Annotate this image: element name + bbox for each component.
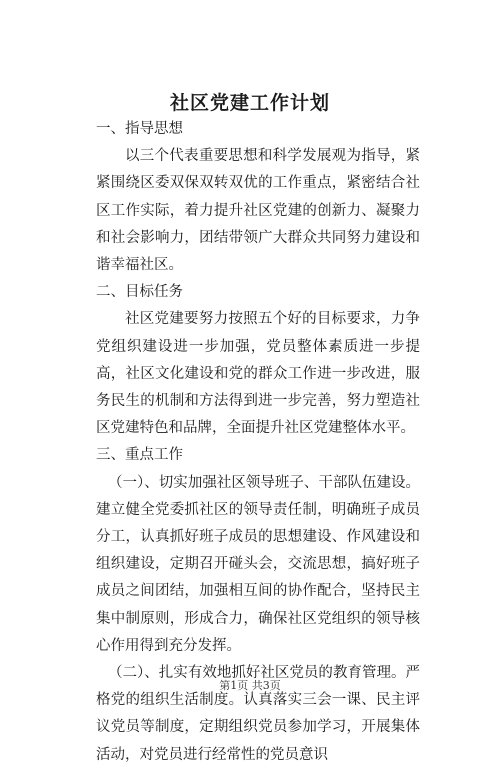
section-heading-goals: 二、目标任务 — [96, 284, 183, 301]
paragraph-goals: 社区党建要努力按照五个好的目标要求，力争党组织建设进一步加强，党员整体素质进一步提高，社区文化建设和党的群众工作进一步改进，服务民生的机制和方法得到进一步完善，努力塑造社区党建特色和品牌，全面提升社区党建整体水平。 — [96, 311, 420, 437]
document-body — [96, 116, 420, 769]
paragraph-key-work-2: （二）、扎实有效地抓好社区党员的教育管理。严格党的组织生活制度。认真落实三会一课、民主评议党员等制度，定期组织党员参加学习，开展集体活动，对党员进行经常性的党员意识 — [96, 665, 420, 763]
section-heading-guiding-ideology: 一、指导思想 — [96, 121, 183, 137]
page-footer: 第1页 共3页 — [219, 679, 281, 692]
paragraph-guiding-ideology: 以三个代表重要思想和科学发展观为指导，紧紧围绕区委双保双转双优的工作重点，紧密结合社区工作实际，着力提升社区党建的创新力、凝聚力和社会影响力，团结带领广大群众共同努力建设和谐幸福社区。 — [96, 148, 420, 274]
paragraph-key-work-1: （一）、切实加强社区领导班子、干部队伍建设。建立健全党委抓社区的领导责任制，明确班子成员分工，认真抓好班子成员的思想建设、作风建设和组织建设，定期召开碰头会，交流思想，搞好班子成员之间团结，加强相互间的协作配合，坚持民主集中制原则，形成合力，确保社区党组织的领导核心作用得到充分发挥。 — [96, 474, 420, 654]
section-heading-key-work: 三、重点工作 — [96, 447, 183, 464]
page-title: 社区党建工作计划 — [169, 92, 330, 114]
